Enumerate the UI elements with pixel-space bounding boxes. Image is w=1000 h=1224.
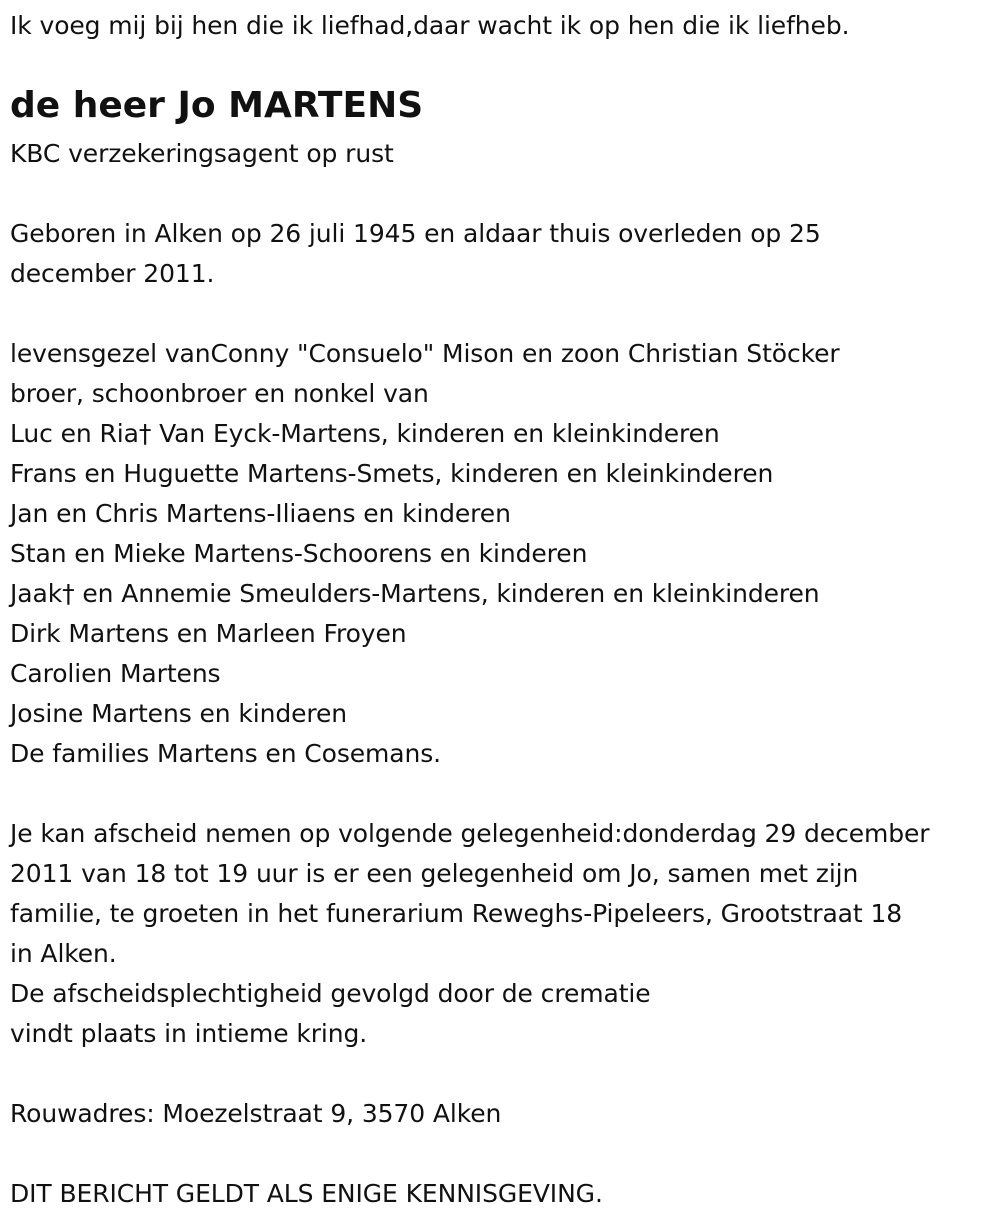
- farewell-line: Je kan afscheid nemen op volgende gelegenheid:donderdag 29 december: [10, 819, 930, 848]
- farewell-line: vindt plaats in intieme kring.: [10, 1019, 368, 1048]
- family-line: Josine Martens en kinderen: [10, 699, 348, 728]
- opening-quote: Ik voeg mij bij hen die ik liefhad,daar wacht ik op hen die ik liefheb.: [10, 11, 850, 40]
- farewell-line: De afscheidsplechtigheid gevolgd door de crematie: [10, 979, 651, 1008]
- mourning-address: Rouwadres: Moezelstraat 9, 3570 Alken: [10, 1099, 502, 1128]
- family-line: Luc en Ria† Van Eyck-Martens, kinderen en kleinkinderen: [10, 419, 720, 448]
- notice: DIT BERICHT GELDT ALS ENIGE KENNISGEVING.: [10, 1179, 603, 1208]
- farewell-line: in Alken.: [10, 939, 117, 968]
- birth-death-line-1: Geboren in Alken op 26 juli 1945 en aldaar thuis overleden op 25: [10, 219, 821, 248]
- family-line: Stan en Mieke Martens-Schoorens en kinderen: [10, 539, 588, 568]
- birth-death-line-2: december 2011.: [10, 259, 215, 288]
- family-line: Jaak† en Annemie Smeulders-Martens, kinderen en kleinkinderen: [10, 579, 820, 608]
- family-line: Jan en Chris Martens-Iliaens en kinderen: [10, 499, 511, 528]
- family-line: Dirk Martens en Marleen Froyen: [10, 619, 407, 648]
- family-line: levensgezel vanConny "Consuelo" Mison en zoon Christian Stöcker: [10, 339, 840, 368]
- deceased-name: de heer Jo MARTENS: [10, 85, 424, 126]
- family-line: Frans en Huguette Martens-Smets, kinderen en kleinkinderen: [10, 459, 774, 488]
- farewell-line: 2011 van 18 tot 19 uur is er een gelegenheid om Jo, samen met zijn: [10, 859, 859, 888]
- farewell-line: familie, te groeten in het funerarium Reweghs-Pipeleers, Grootstraat 18: [10, 899, 903, 928]
- family-line: broer, schoonbroer en nonkel van: [10, 379, 429, 408]
- occupation: KBC verzekeringsagent op rust: [10, 139, 394, 168]
- family-line: Carolien Martens: [10, 659, 221, 688]
- family-line: De families Martens en Cosemans.: [10, 739, 442, 768]
